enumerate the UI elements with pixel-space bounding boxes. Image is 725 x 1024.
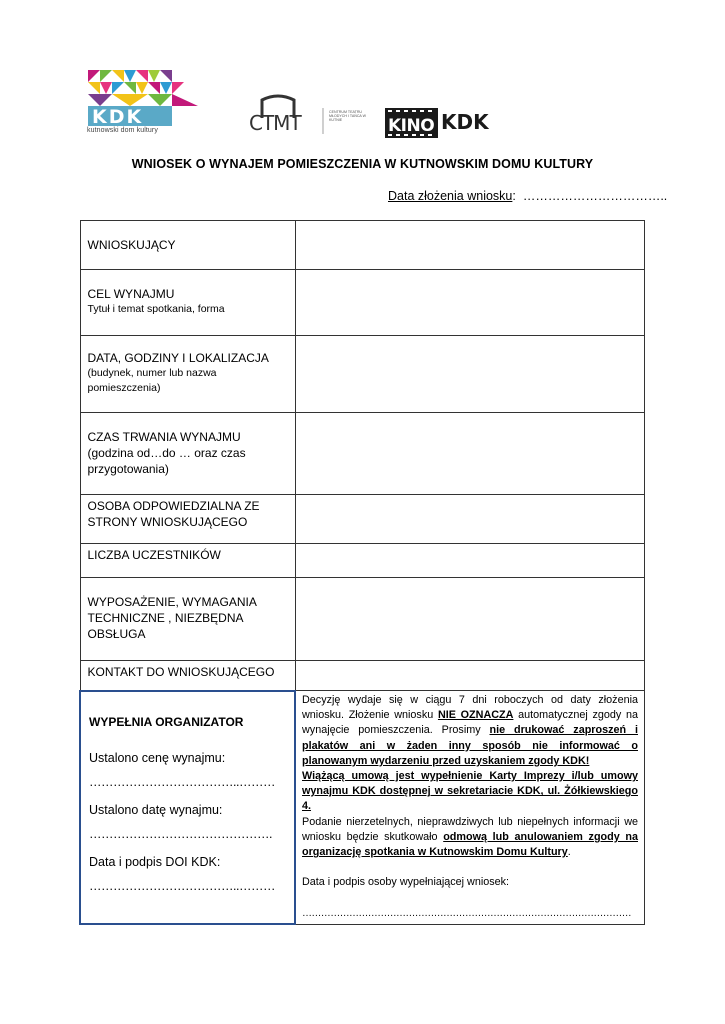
table-row — [80, 544, 645, 578]
submission-date-line — [388, 189, 667, 203]
svg-text:KDK: KDK — [441, 110, 489, 134]
info-text: automatycznej zgody na wynajęcie pomieszczenia. Prosimy — [302, 709, 638, 737]
info-paragraph-3 — [302, 815, 638, 861]
equipment-field[interactable] — [295, 578, 645, 661]
application-form-table — [79, 220, 645, 925]
table-row — [80, 578, 645, 661]
row-label — [80, 578, 295, 661]
duration-field[interactable] — [295, 413, 645, 495]
header-logos — [0, 0, 725, 150]
participants-field[interactable] — [295, 544, 645, 578]
row-label — [80, 661, 295, 691]
submission-date-field[interactable]: …………………………….. — [522, 189, 668, 203]
organizer-section — [80, 691, 295, 925]
organizer-heading: WYPEŁNIA ORGANIZATOR — [89, 714, 244, 729]
price-field[interactable]: ………………………………..……… — [89, 774, 275, 789]
applicant-sign-field[interactable]: …………………………………………………………………………………………… — [302, 908, 632, 920]
table-row — [80, 336, 645, 413]
contact-field[interactable] — [295, 661, 645, 691]
organizer-sign-label: Data i podpis DOI KDK: — [89, 854, 221, 869]
row-label — [80, 413, 295, 495]
info-emphasis: odmową lub anulowaniem zgody na organizację spotkania w Kutnowskim Domu Kultury — [302, 830, 638, 859]
row-label-text: LICZBA UCZESTNIKÓW — [87, 548, 221, 562]
ctmt-caption: CENTRUM TEATRU MŁODYCH I TAŃCA W KUTNIE — [329, 110, 367, 123]
svg-text:KINO: KINO — [388, 116, 435, 136]
svg-text:KDK: KDK — [92, 106, 144, 128]
table-row — [80, 270, 645, 336]
table-row — [80, 495, 645, 544]
responsible-person-field[interactable] — [295, 495, 645, 544]
info-section — [295, 691, 645, 925]
kdk-caption: kutnowski dom kultury — [87, 127, 158, 134]
table-row — [80, 413, 645, 495]
info-text: Podanie nierzetelnych, nieprawdziwych lub niepełnych informacji we wniosku będzie skutkowało — [302, 815, 638, 843]
price-label: Ustalono cenę wynajmu: — [89, 750, 226, 765]
kdk-logo — [88, 70, 198, 128]
applicant-field[interactable] — [295, 221, 645, 270]
purpose-field[interactable] — [295, 270, 645, 336]
info-paragraph-2: Wiążącą umową jest wypełnienie Karty Imprezy i/lub umowy wynajmu KDK dostępnej w sekretariacie KDK, ul. Żółkiewskiego 4. — [302, 770, 638, 813]
applicant-sign-label: Data i podpis osoby wypełniającej wniosek: — [302, 876, 510, 889]
info-text: Decyzję wydaje się w ciągu 7 dni roboczych od daty złożenia wniosku. Złożenie wniosku — [302, 694, 638, 722]
row-label-text: KONTAKT DO WNIOSKUJĄCEGO — [87, 665, 275, 679]
row-label-text: CEL WYNAJMU — [87, 287, 175, 301]
info-emphasis: NIE OZNACZA — [437, 709, 514, 722]
rental-date-field[interactable]: ………………………………………. — [89, 826, 272, 841]
row-label — [80, 270, 295, 336]
document-title: WNIOSEK O WYNAJEM POMIESZCZENIA W KUTNOWSKIM DOMU KULTURY — [131, 157, 594, 171]
ctmt-logo — [249, 96, 323, 135]
organizer-sign-field[interactable]: ………………………………..……… — [89, 878, 275, 893]
row-label-text: DATA, GODZINY I LOKALIZACJA — [87, 351, 269, 365]
row-label — [80, 495, 295, 544]
row-label-text: OSOBA ODPOWIEDZIALNA ZE STRONY WNIOSKUJĄCEGO — [87, 499, 260, 529]
table-row — [80, 691, 645, 925]
row-label-text: WYPOSAŻENIE, WYMAGANIA TECHNICZNE , NIEZBĘDNA OBSŁUGA — [87, 595, 257, 641]
table-row — [80, 221, 645, 270]
submission-date-colon: : — [512, 189, 516, 203]
table-row — [80, 661, 645, 691]
row-label-text: CZAS TRWANIA WYNAJMU (godzina od…do … oraz czas przygotowania) — [87, 430, 246, 476]
row-label-sub: (budynek, numer lub nazwa pomieszczenia) — [87, 367, 217, 394]
row-label — [80, 544, 295, 578]
row-label — [80, 221, 295, 270]
info-text: . — [567, 846, 571, 859]
row-label-text: WNIOSKUJĄCY — [87, 238, 176, 252]
date-location-field[interactable] — [295, 336, 645, 413]
info-emphasis: nie drukować zaproszeń i plakatów ani w żaden inny sposób nie informować o planowanym wydarzeniu przed uzyskaniem zgody KDK! — [302, 724, 638, 767]
kino-kdk-logo — [385, 108, 490, 138]
svg-text:CTMT: CTMT — [249, 111, 301, 135]
row-label — [80, 336, 295, 413]
info-paragraph-1 — [302, 693, 638, 769]
submission-date-label: Data złożenia wniosku — [388, 189, 513, 203]
row-label-sub: Tytuł i temat spotkania, forma — [87, 303, 225, 315]
rental-date-label: Ustalono datę wynajmu: — [89, 802, 223, 817]
